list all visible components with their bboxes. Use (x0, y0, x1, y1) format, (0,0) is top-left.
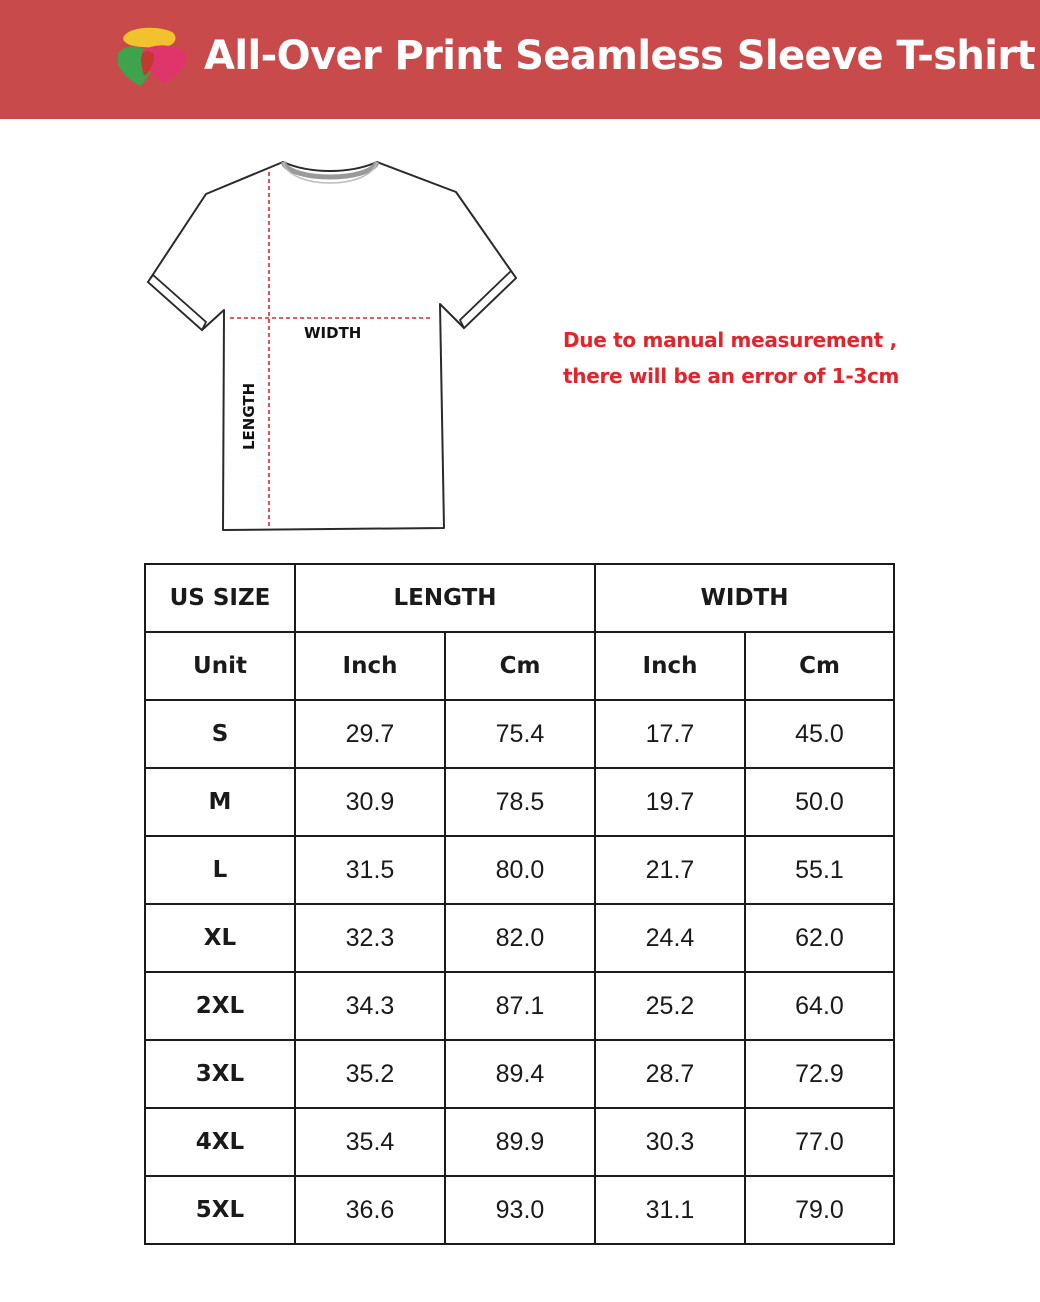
width-cm-cell: 72.9 (745, 1040, 894, 1108)
width-cm-cell: 50.0 (745, 768, 894, 836)
size-cell: L (145, 836, 295, 904)
length-cm-cell: 75.4 (445, 700, 595, 768)
table-row (145, 1108, 894, 1176)
length-inch-cell: 30.9 (295, 768, 445, 836)
header-banner (0, 0, 1040, 119)
width-inch-cell: 28.7 (595, 1040, 745, 1108)
width-cm-cell: 45.0 (745, 700, 894, 768)
size-chart-table (144, 563, 895, 1245)
size-cell: 4XL (145, 1108, 295, 1176)
page-title: All-Over Print Seamless Sleeve T-shirt (204, 33, 1036, 79)
width-cm-unit: Cm (745, 632, 894, 700)
width-inch-cell: 25.2 (595, 972, 745, 1040)
length-inch-cell: 36.6 (295, 1176, 445, 1244)
width-label: WIDTH (304, 324, 362, 342)
width-inch-cell: 30.3 (595, 1108, 745, 1176)
length-cm-cell: 78.5 (445, 768, 595, 836)
length-cm-cell: 93.0 (445, 1176, 595, 1244)
table-row (145, 836, 894, 904)
table-row (145, 1040, 894, 1108)
size-cell: S (145, 700, 295, 768)
table-row (145, 972, 894, 1040)
length-inch-cell: 35.2 (295, 1040, 445, 1108)
length-inch-cell: 34.3 (295, 972, 445, 1040)
size-cell: 5XL (145, 1176, 295, 1244)
table-row (145, 768, 894, 836)
unit-label: Unit (145, 632, 295, 700)
table-header-row (145, 564, 894, 632)
tshirt-outline (148, 162, 516, 530)
table-unit-row (145, 632, 894, 700)
size-cell: M (145, 768, 295, 836)
length-cm-cell: 89.4 (445, 1040, 595, 1108)
table-row (145, 1176, 894, 1244)
size-cell: XL (145, 904, 295, 972)
width-inch-unit: Inch (595, 632, 745, 700)
width-cm-cell: 64.0 (745, 972, 894, 1040)
size-column-header: US SIZE (145, 564, 295, 632)
size-cell: 3XL (145, 1040, 295, 1108)
size-cell: 2XL (145, 972, 295, 1040)
width-column-header: WIDTH (595, 564, 894, 632)
note-line-2: there will be an error of 1-3cm (563, 364, 900, 388)
length-cm-cell: 89.9 (445, 1108, 595, 1176)
measurement-note (563, 322, 983, 394)
width-inch-cell: 21.7 (595, 836, 745, 904)
length-cm-cell: 82.0 (445, 904, 595, 972)
tshirt-diagram (140, 150, 530, 545)
length-label: LENGTH (240, 382, 258, 450)
width-cm-cell: 62.0 (745, 904, 894, 972)
length-inch-cell: 31.5 (295, 836, 445, 904)
width-inch-cell: 19.7 (595, 768, 745, 836)
length-column-header: LENGTH (295, 564, 595, 632)
brand-logo-icon (112, 24, 190, 90)
length-cm-cell: 87.1 (445, 972, 595, 1040)
width-inch-cell: 17.7 (595, 700, 745, 768)
width-cm-cell: 55.1 (745, 836, 894, 904)
width-cm-cell: 77.0 (745, 1108, 894, 1176)
width-cm-cell: 79.0 (745, 1176, 894, 1244)
length-inch-cell: 32.3 (295, 904, 445, 972)
width-inch-cell: 24.4 (595, 904, 745, 972)
length-cm-unit: Cm (445, 632, 595, 700)
note-line-1: Due to manual measurement , (563, 328, 897, 352)
width-inch-cell: 31.1 (595, 1176, 745, 1244)
length-inch-cell: 29.7 (295, 700, 445, 768)
table-row (145, 700, 894, 768)
length-inch-cell: 35.4 (295, 1108, 445, 1176)
length-cm-cell: 80.0 (445, 836, 595, 904)
table-row (145, 904, 894, 972)
length-inch-unit: Inch (295, 632, 445, 700)
